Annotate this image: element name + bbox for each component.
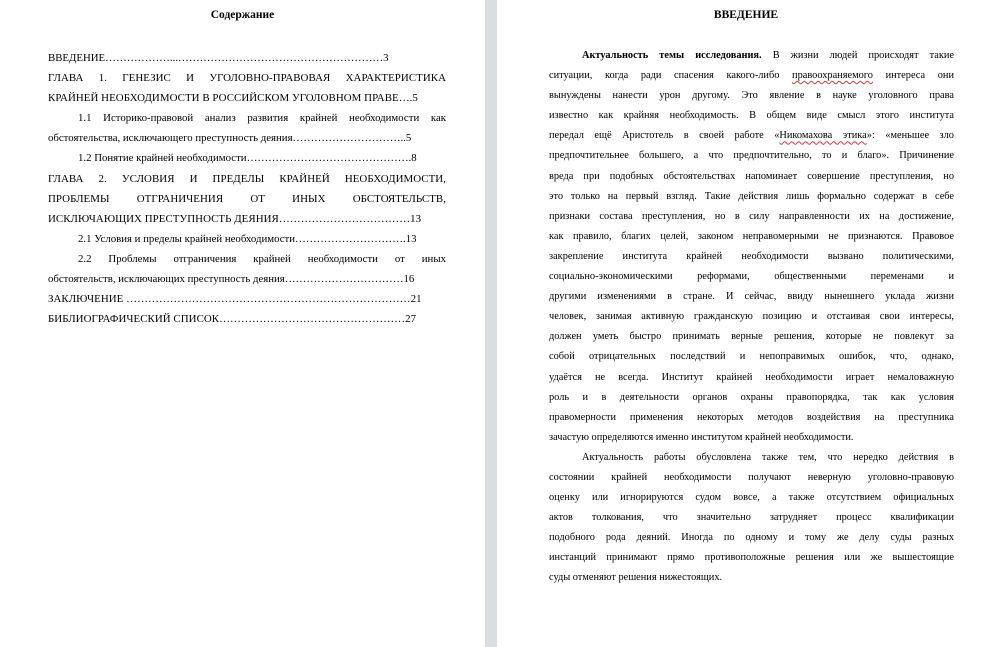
paragraph-line: вынуждены нанести урон другому. Это явление в науке уголовного права xyxy=(549,90,954,102)
paragraph-line: удаётся не всегда. Институт крайней необходимости играет немаловажную xyxy=(549,371,954,383)
toc-entry-chapter2-line2[interactable]: ПРОБЛЕМЫ ОТГРАНИЧЕНИЯ ОТ ИНЫХ ОБСТОЯТЕЛЬСТВ, xyxy=(48,192,446,205)
paragraph-line: роль и в деятельности органов охраны правопорядка, так как условия xyxy=(549,391,954,403)
paragraph-line: предпочтительнее большего, а что предпочтительно, то и благо». Причинение xyxy=(549,150,954,162)
toc-entry-chapter1-line1[interactable]: ГЛАВА 1. ГЕНЕЗИС И УГОЛОВНО-ПРАВОВАЯ ХАРАКТЕРИСТИКА xyxy=(48,72,446,85)
toc-entry-chapter2-line3[interactable]: ИСКЛЮЧАЮЩИХ ПРЕСТУПНОСТЬ ДЕЯНИЯ………………………………13 xyxy=(48,212,422,225)
paragraph-line xyxy=(549,66,954,86)
document-page-introduction xyxy=(497,0,995,647)
paragraph-line: суды отменяют решения нижестоящих. xyxy=(549,572,723,584)
paragraph-text: интереса они xyxy=(872,70,954,82)
page-gap xyxy=(485,0,497,647)
toc-entry-1-2[interactable]: 1.2 Понятие крайней необходимости……………………………………….8 xyxy=(78,152,417,165)
paragraph-line: другими изменениями в стране. И сейчас, ввиду нынешнего уклада жизни xyxy=(549,291,954,303)
paragraph-line: актов толкования, что значительно затрудняет процесс квалификации xyxy=(549,512,954,524)
paragraph-line: подобного рода деяний. Иногда по одному и тому же делу суды разных xyxy=(549,532,954,544)
paragraph-line: это только на первый взгляд. Такие действия лишь формально содержат в себе xyxy=(549,190,954,202)
paragraph-line: собой отрицательных последствий и непоправимых ошибок, что, однако, xyxy=(549,351,954,363)
paragraph-line: инстанций принимают прямо противоположные решения или же вышестоящие xyxy=(549,552,954,564)
toc-entry-introduction[interactable]: ВВЕДЕНИЕ………………...…………………………………………………3 xyxy=(48,52,389,64)
paragraph-line: признаки состава преступления, но в силу направленности их на достижение, xyxy=(549,210,954,222)
paragraph-line: как правило, благих целей, законом неправомерными не признаются. Правовое xyxy=(549,230,954,242)
toc-entry-2-2-line1[interactable]: 2.2 Проблемы отграничения крайней необходимости от иных xyxy=(78,252,446,265)
toc-entry-1-1-line2[interactable]: обстоятельства, исключающего преступность деяния…………………………..5 xyxy=(48,132,412,145)
introduction-body xyxy=(549,46,954,589)
spellcheck-word[interactable]: правоохраняемого xyxy=(792,70,873,82)
table-of-contents xyxy=(48,48,446,329)
toc-entry-chapter1-line2[interactable]: КРАЙНЕЙ НЕОБХОДИМОСТИ В РОССИЙСКОМ УГОЛОВНОМ ПРАВЕ….5 xyxy=(48,92,418,105)
paragraph-text: »: «меньшее зло xyxy=(866,130,954,142)
paragraph-line: Актуальность работы обусловлена также тем, что нередко действия в xyxy=(582,451,954,463)
paragraph-line xyxy=(549,46,954,66)
paragraph-text: В жизни людей происходят такие xyxy=(761,50,955,61)
paragraph-line: состоянии крайней необходимости получают неверную уголовно-правовую xyxy=(549,471,954,483)
paragraph-line xyxy=(549,126,954,146)
paragraph-text: передал ещё Аристотель в своей работе « xyxy=(549,130,780,142)
paragraph-line: социально-экономическими реформами, общественными переменами и xyxy=(549,271,954,283)
document-page-contents xyxy=(0,0,485,647)
introduction-title: ВВЕДЕНИЕ xyxy=(713,9,779,21)
toc-entry-chapter2-line1[interactable]: ГЛАВА 2. УСЛОВИЯ И ПРЕДЕЛЫ КРАЙНЕЙ НЕОБХОДИМОСТИ, xyxy=(48,172,446,185)
paragraph-line: закрепление института крайней необходимости вызвано политическими, xyxy=(549,250,954,262)
relevance-heading: Актуальность темы исследования. xyxy=(582,50,762,61)
paragraph-line: оценку или игнорируются судом вовсе, а также отсутствием официальных xyxy=(549,492,954,504)
toc-entry-2-1[interactable]: 2.1 Условия и пределы крайней необходимости………………………….13 xyxy=(78,232,417,245)
toc-entry-conclusion[interactable]: ЗАКЛЮЧЕНИЕ ……………………………………………………………………21 xyxy=(48,293,422,306)
toc-entry-bibliography[interactable]: БИБЛИОГРАФИЧЕСКИЙ СПИСОК……………………………………………27 xyxy=(48,313,417,326)
paragraph-line: человек, занимая активную гражданскую позицию и отстаивая свои интересы, xyxy=(549,311,954,323)
spellcheck-word[interactable]: Никомахова этика xyxy=(779,130,867,142)
paragraph-text: ситуации, когда ради спасения какого-либо xyxy=(549,70,780,82)
toc-entry-2-2-line2[interactable]: обстоятельств, исключающих преступность деяния……………………………16 xyxy=(48,273,415,286)
paragraph-line: известно как крайняя необходимость. В общем виде смысл этого института xyxy=(549,110,954,122)
paragraph-line: правомерности применения некоторых методов воздействия на преступника xyxy=(549,411,954,423)
contents-title: Содержание xyxy=(210,9,275,21)
paragraph-line: должен уметь быстро принимать верные решения, которые не повлекут за xyxy=(549,331,954,343)
toc-entry-1-1-line1[interactable]: 1.1 Историко-правовой анализ развития крайней необходимости как xyxy=(78,112,446,125)
paragraph-line: вреда при подобных обстоятельствах напоминает совершение преступления, но xyxy=(549,170,954,182)
paragraph-line: зачастую определяются именно институтом крайней необходимости. xyxy=(549,431,854,443)
